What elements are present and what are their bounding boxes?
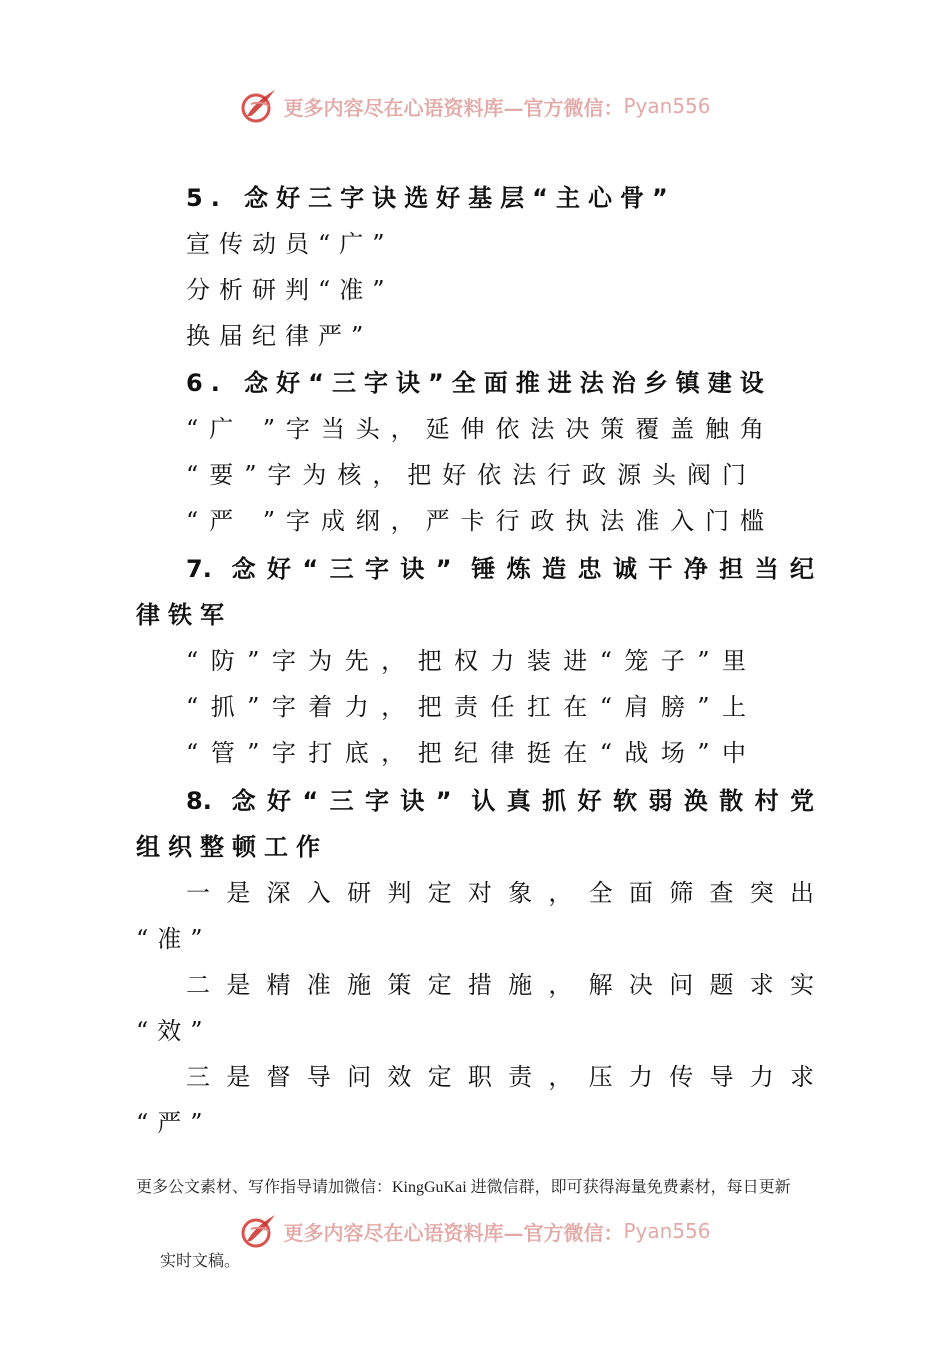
heading-6: 6. 念好“三字诀”全面推进法治乡镇建设 bbox=[186, 369, 772, 397]
quill-logo-icon bbox=[239, 1211, 279, 1251]
sub-item: “防”字为先，把权力装进“笼子”里 bbox=[186, 647, 746, 675]
sub-item: 换届纪律严” bbox=[186, 322, 373, 350]
sub-item: “抓”字着力，把责任扛在“肩膀”上 bbox=[186, 693, 746, 721]
paragraph-line: “准” bbox=[136, 925, 212, 953]
watermark-wechat-id: Pyan556 bbox=[623, 1219, 711, 1243]
sub-item: “广 ”字当头，延伸依法决策覆盖触角 bbox=[186, 415, 764, 443]
paragraph-line: 三是督导问效定职责，压力传导力求 bbox=[186, 1063, 814, 1091]
heading-5: 5. 念好三字诀选好基层“主心骨” bbox=[186, 184, 676, 212]
paragraph-line: “严” bbox=[136, 1109, 212, 1137]
sub-item: “严 ”字成纲，严卡行政执法准入门槛 bbox=[186, 507, 764, 535]
heading-8-cont: 组织整顿工作 bbox=[136, 833, 328, 861]
sub-item: 分析研判“准” bbox=[186, 276, 394, 304]
heading-7-cont: 律铁军 bbox=[136, 601, 232, 629]
heading-7: 7. 念好“三字诀” 锤炼造忠诚干净担当纪 bbox=[186, 555, 814, 583]
watermark-title: 更多内容尽在心语资料库—官方微信： bbox=[283, 95, 624, 120]
sub-item: “要”字为核，把好依法行政源头阀门 bbox=[186, 461, 746, 489]
sub-item: 宣传动员“广” bbox=[186, 230, 394, 258]
paragraph-line: 一是深入研判定对象，全面筛查突出 bbox=[186, 879, 814, 907]
footer-promo-line1: 更多公文素材、写作指导请加微信：KingGuKai 进微信群，即可获得海量免费素材，每日更新 bbox=[136, 1179, 791, 1196]
heading-8: 8. 念好“三字诀” 认真抓好软弱涣散村党 bbox=[186, 787, 814, 815]
paragraph-line: “效” bbox=[136, 1017, 212, 1045]
footer-watermark bbox=[0, 1211, 950, 1251]
watermark-wechat-id: Pyan556 bbox=[623, 94, 711, 118]
sub-item: “管”字打底，把纪律挺在“战场”中 bbox=[186, 739, 746, 767]
paragraph-line: 二是精准施策定措施，解决问题求实 bbox=[186, 971, 814, 999]
footer-promo-line2: 实时文稿。 bbox=[160, 1253, 241, 1270]
watermark-title: 更多内容尽在心语资料库—官方微信： bbox=[283, 1220, 624, 1245]
